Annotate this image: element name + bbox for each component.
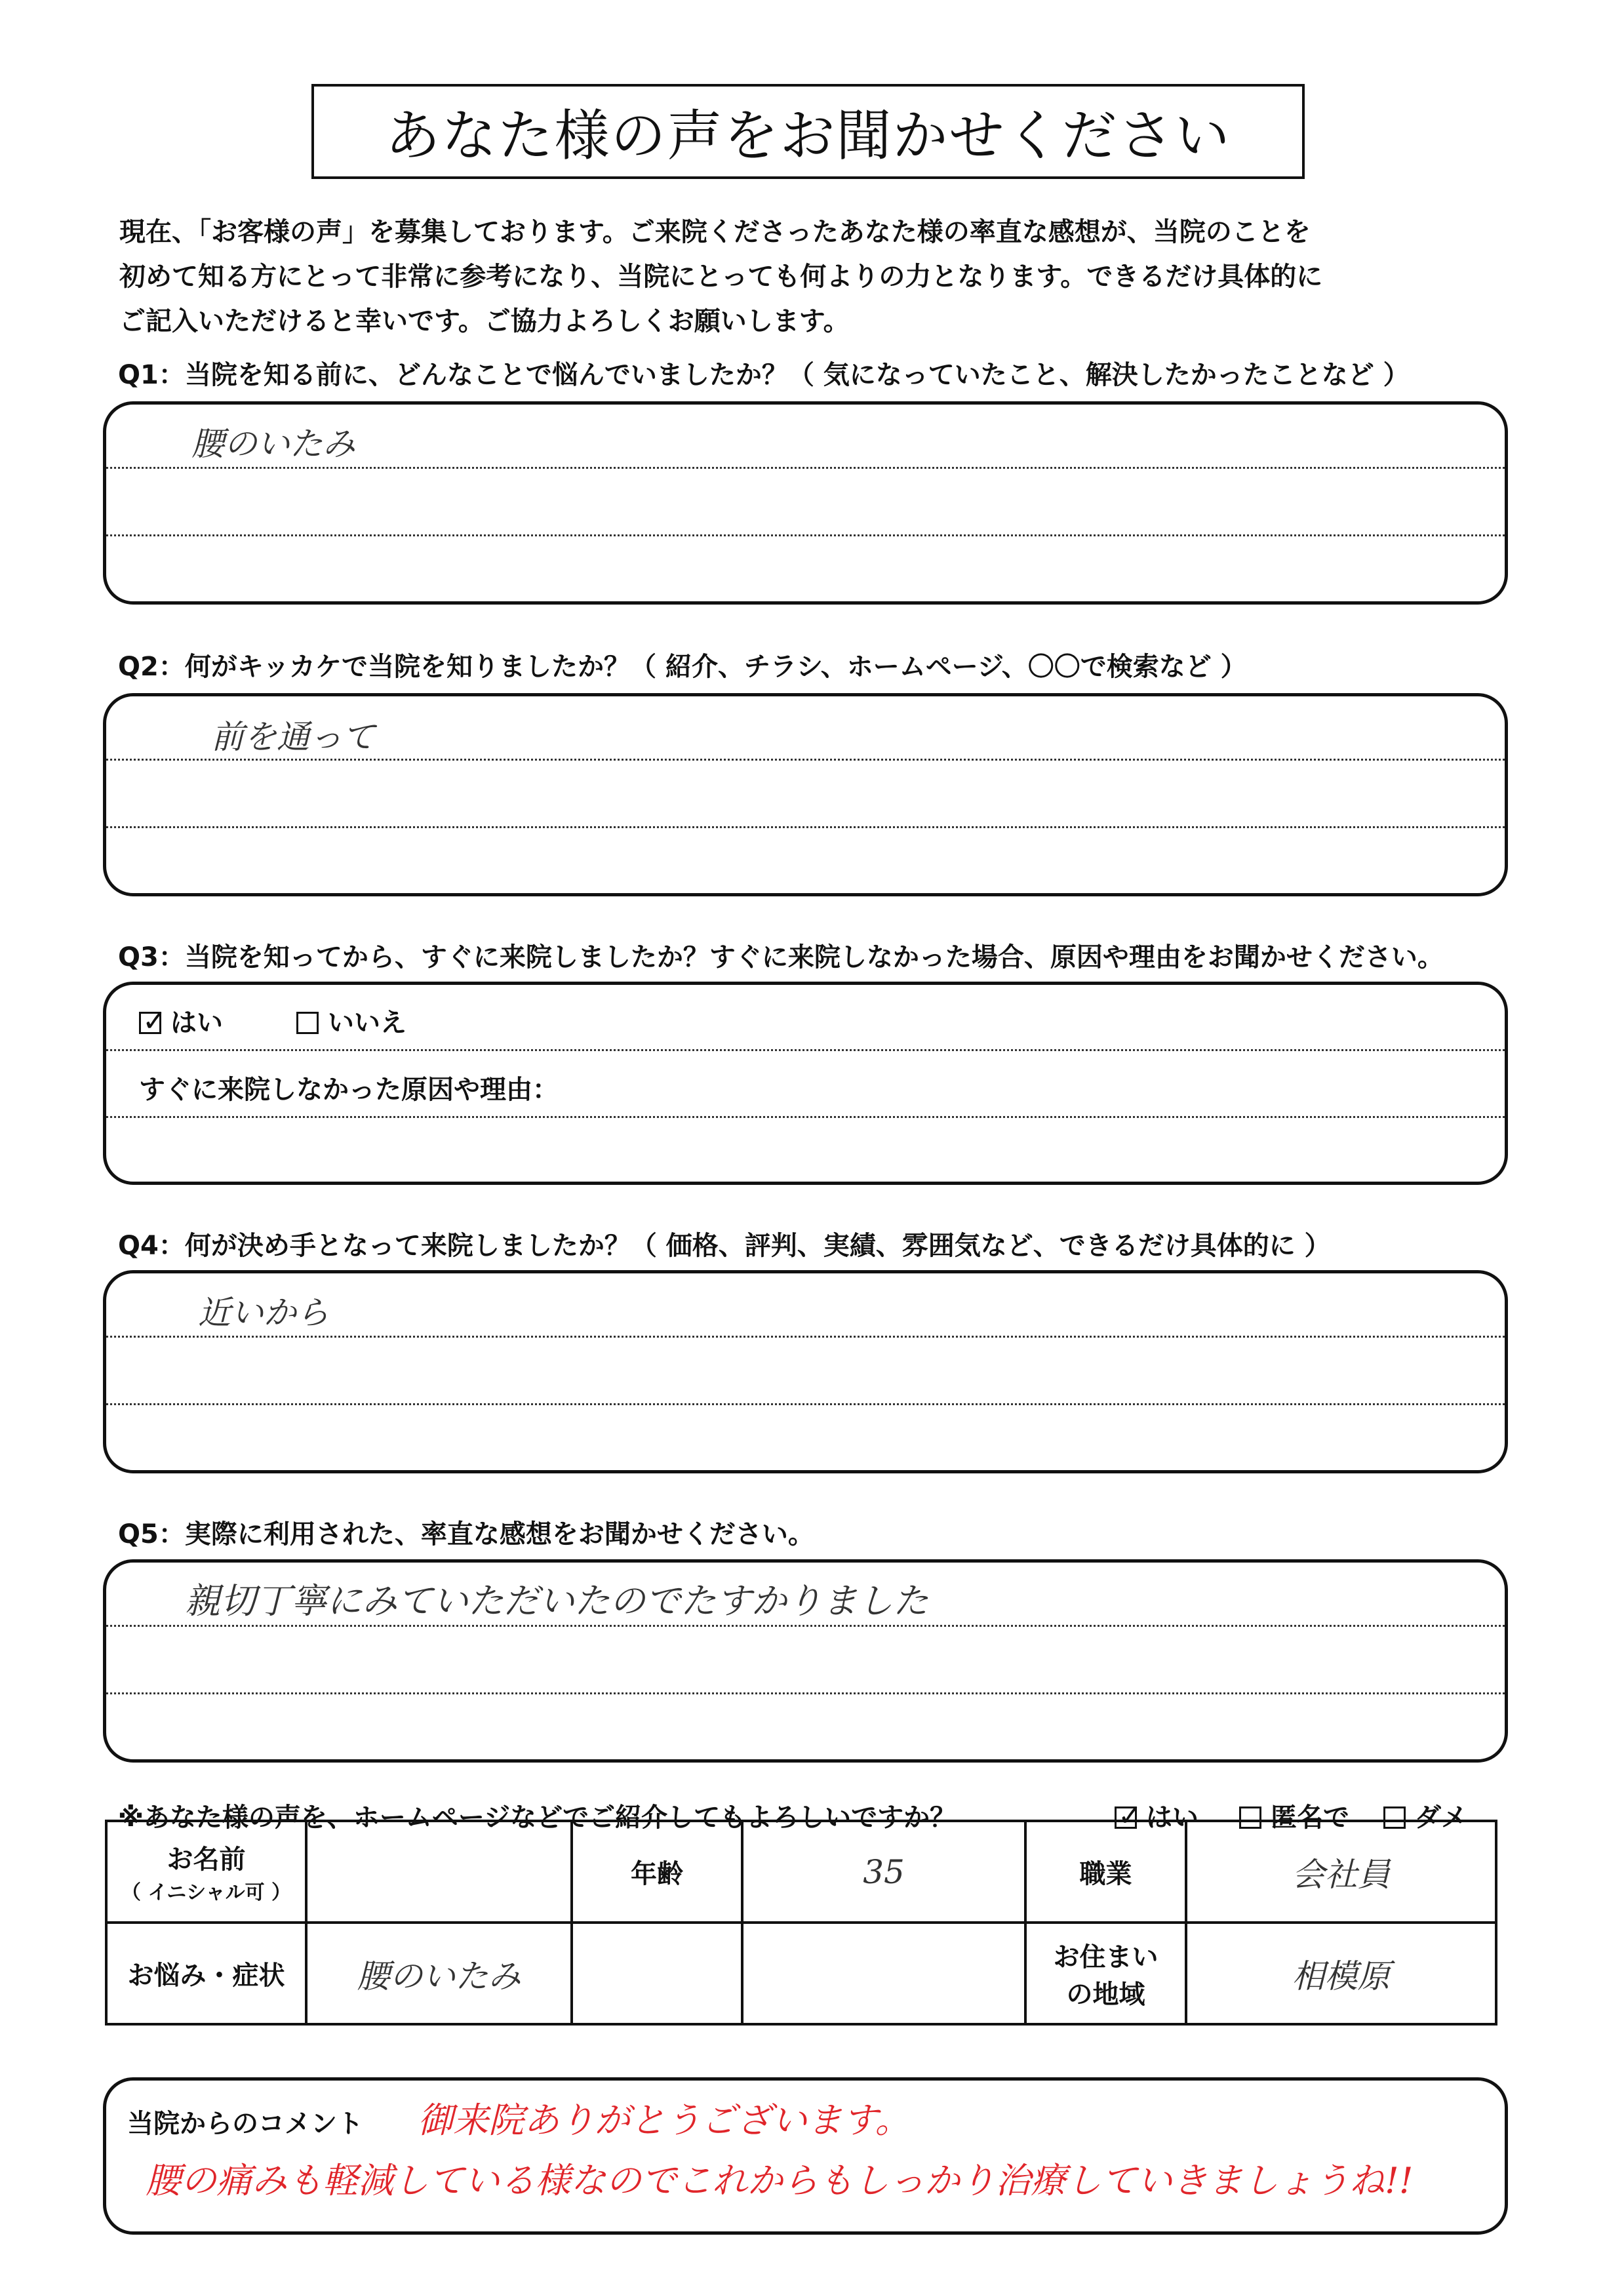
checkbox-empty-icon[interactable] bbox=[296, 1012, 319, 1034]
symptom-label-cell bbox=[106, 1923, 306, 2024]
area-label-cell bbox=[1025, 1923, 1186, 2024]
name-label-cell bbox=[106, 1821, 306, 1923]
q2-answer-box[interactable] bbox=[103, 693, 1508, 896]
intro-line: ご記入いただけると幸いです。ご協力よろしくお願いします。 bbox=[119, 306, 850, 336]
area-label-line2: の地域 bbox=[1066, 1979, 1145, 2010]
q3-label: Q3：当院を知ってから、すぐに来院しましたか？すぐに来院しなかった場合、原因や理由をお聞かせください。 bbox=[118, 942, 1444, 972]
age-value: 35 bbox=[863, 1852, 905, 1891]
age-label: 年齢 bbox=[631, 1859, 683, 1889]
intro-text bbox=[119, 210, 1549, 344]
name-sublabel: （ イニシャル可 ） bbox=[121, 1881, 292, 1904]
age-label-cell bbox=[572, 1821, 742, 1923]
q5-answer-box[interactable] bbox=[103, 1559, 1508, 1763]
job-value-cell[interactable] bbox=[1186, 1821, 1496, 1923]
consent-yes-label: はい bbox=[1146, 1803, 1198, 1833]
q4-label: Q4：何が決め手となって来院しましたか？（ 価格、評判、実績、雰囲気など、できるだけ具体的に ） bbox=[118, 1231, 1331, 1261]
comment-box bbox=[103, 2077, 1508, 2235]
q4-answer: 近いから bbox=[198, 1294, 329, 1332]
comment-line2: 腰の痛みも軽減している様なのでこれからもしっかり治療していきましょうね!! bbox=[146, 2160, 1414, 2201]
age-value-cell[interactable] bbox=[742, 1821, 1025, 1923]
intro-line: 初めて知る方にとって非常に参考になり、当院にとっても何よりの力となります。できるだけ具体的に bbox=[119, 262, 1323, 292]
info-table bbox=[105, 1820, 1497, 2026]
symptom-value-cell[interactable] bbox=[306, 1923, 572, 2024]
comment-label: 当院からのコメント bbox=[127, 2109, 363, 2139]
consent-question: ※あなた様の声を、ホームページなどでご紹介してもよろしいですか？ bbox=[118, 1803, 957, 1833]
checkbox-checked-icon[interactable] bbox=[139, 1012, 161, 1034]
q1-label: Q1：当院を知る前に、どんなことで悩んでいましたか？（ 気になっていたこと、解決したかったことなど ） bbox=[118, 360, 1410, 390]
area-value-cell[interactable] bbox=[1186, 1923, 1496, 2024]
q1-answer: 腰のいたみ bbox=[191, 425, 355, 463]
q5-answer: 親切丁寧にみていただいたのでたすかりました bbox=[185, 1580, 928, 1622]
q3-no-label: いいえ bbox=[328, 1008, 406, 1038]
area-label-line1: お住まい bbox=[1053, 1942, 1159, 1972]
q3-reason-label: すぐに来院しなかった原因や理由： bbox=[139, 1075, 559, 1105]
intro-line: 現在、「お客様の声」を募集しております。ご来院くださったあなた様の率直な感想が、当院のことを bbox=[119, 217, 1311, 247]
page-title: あなた様の声をお聞かせください bbox=[311, 84, 1305, 179]
q3-yes-option[interactable] bbox=[139, 1002, 223, 1039]
q1-answer-box[interactable] bbox=[103, 401, 1508, 605]
name-value-cell[interactable] bbox=[306, 1821, 572, 1923]
q2-answer: 前を通って bbox=[211, 718, 375, 756]
q3-yes-label: はい bbox=[170, 1008, 223, 1038]
symptom-label: お悩み・症状 bbox=[127, 1961, 285, 1991]
job-label: 職業 bbox=[1079, 1859, 1132, 1889]
area-value: 相模原 bbox=[1292, 1957, 1391, 1995]
comment-line1: 御来院ありがとうございます。 bbox=[418, 2100, 911, 2141]
q4-answer-box[interactable] bbox=[103, 1270, 1508, 1473]
consent-anon-label: 匿名で bbox=[1271, 1803, 1349, 1833]
name-label: お名前 bbox=[167, 1845, 246, 1875]
q2-label: Q2：何がキッカケで当院を知りましたか？（ 紹介、チラシ、ホームページ、〇〇で検索など ） bbox=[118, 652, 1247, 682]
symptom-value: 腰のいたみ bbox=[357, 1957, 521, 1995]
q3-no-option[interactable] bbox=[296, 1002, 406, 1039]
job-value: 会社員 bbox=[1292, 1855, 1391, 1894]
empty-cell bbox=[742, 1923, 1025, 2024]
consent-no-label: ダメ bbox=[1415, 1803, 1467, 1833]
q5-label: Q5：実際に利用された、率直な感想をお聞かせください。 bbox=[118, 1519, 814, 1549]
q3-answer-box[interactable] bbox=[103, 982, 1508, 1185]
job-label-cell bbox=[1025, 1821, 1186, 1923]
empty-cell bbox=[572, 1923, 742, 2024]
